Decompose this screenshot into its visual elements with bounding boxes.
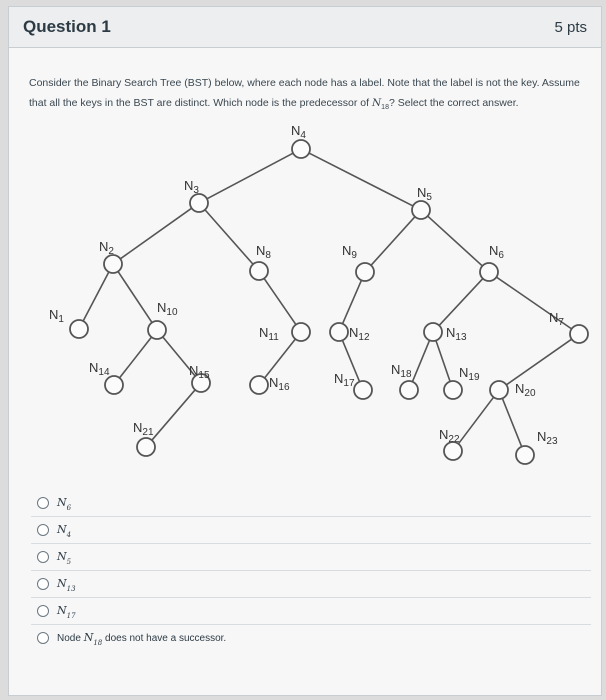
tree-node-n1 xyxy=(70,320,88,338)
tree-node-n21 xyxy=(137,438,155,456)
tree-edge xyxy=(118,271,152,322)
tree-node-n3 xyxy=(190,194,208,212)
tree-node-n14 xyxy=(105,376,123,394)
answer-label xyxy=(57,547,71,566)
tree-edge xyxy=(120,337,152,378)
tree-node-label: $N_1$ xyxy=(49,307,64,325)
tree-node-n7 xyxy=(570,325,588,343)
answer-var-sub: 4 xyxy=(66,531,72,540)
radio-button[interactable] xyxy=(37,578,49,590)
tree-edge xyxy=(309,153,413,206)
tree-node-n17 xyxy=(354,381,372,399)
radio-button[interactable] xyxy=(37,551,49,563)
tree-node-n4 xyxy=(292,140,310,158)
tree-edge xyxy=(502,398,521,446)
answer-label xyxy=(57,628,226,647)
tree-node-label: $N_{19}$ xyxy=(459,365,480,383)
tree-node-label: $N_{17}$ xyxy=(334,371,355,389)
answer-label xyxy=(57,601,76,620)
question-points: 5 pts xyxy=(554,19,587,36)
answer-option-2[interactable] xyxy=(31,517,591,544)
tree-node-label: $N_{12}$ xyxy=(349,325,370,343)
tree-node-n23 xyxy=(516,446,534,464)
tree-edge xyxy=(458,397,493,444)
tree-node-n6 xyxy=(480,263,498,281)
tree-edge xyxy=(436,341,450,382)
tree-node-label: $N_7$ xyxy=(549,310,564,328)
tree-node-label: $N_{22}$ xyxy=(439,427,460,445)
answer-suffix: does not have a successor. xyxy=(102,633,227,645)
answer-label xyxy=(57,574,76,593)
prompt-var: N xyxy=(371,97,382,109)
tree-edge xyxy=(342,340,359,381)
tree-node-label: $N_{16}$ xyxy=(269,375,290,393)
answer-var: N xyxy=(57,604,67,618)
answer-var: N xyxy=(57,523,67,537)
prompt-text-1: Consider the Binary Search Tree (BST) below, where each node has a label. Note that the label is not the key. Assume that all the keys in the BST are distinct. Which node is the predecessor of xyxy=(29,77,580,109)
answer-prefix: Node xyxy=(57,633,84,645)
answer-label xyxy=(57,493,71,512)
tree-node-n18 xyxy=(400,381,418,399)
prompt-text-2: ? Select the correct answer. xyxy=(388,97,519,109)
question-title: Question 1 xyxy=(23,17,111,36)
answer-option-3[interactable] xyxy=(31,544,591,571)
radio-button[interactable] xyxy=(37,524,49,536)
tree-edge xyxy=(120,208,191,259)
tree-node-label: $N_6$ xyxy=(489,243,504,261)
answer-list xyxy=(31,490,591,651)
answer-var: N xyxy=(83,631,94,645)
tree-edge xyxy=(439,279,483,326)
tree-node-n8 xyxy=(250,262,268,280)
tree-node-n9 xyxy=(356,263,374,281)
answer-var-sub: 6 xyxy=(66,504,72,513)
bst-diagram xyxy=(9,7,603,487)
tree-node-label: $N_4$ xyxy=(291,123,306,141)
answer-var-sub: 18 xyxy=(93,639,103,648)
answer-label xyxy=(57,520,71,539)
tree-edge xyxy=(412,340,429,381)
tree-node-n19 xyxy=(444,381,462,399)
radio-button[interactable] xyxy=(37,497,49,509)
tree-node-label: $N_5$ xyxy=(417,185,432,203)
tree-node-label: $N_{21}$ xyxy=(133,420,154,438)
answer-var-sub: 13 xyxy=(66,585,76,594)
answer-var: N xyxy=(57,496,67,510)
tree-node-n5 xyxy=(412,201,430,219)
tree-node-label: $N_{18}$ xyxy=(391,362,412,380)
answer-option-5[interactable] xyxy=(31,598,591,625)
tree-node-label: $N_{20}$ xyxy=(515,381,536,399)
answer-option-1[interactable] xyxy=(31,490,591,517)
prompt-var-sub: 18 xyxy=(381,104,389,112)
answer-var-sub: 17 xyxy=(66,612,76,621)
tree-node-label: $N_{15}$ xyxy=(189,363,210,381)
tree-edge xyxy=(83,272,109,321)
tree-node-n16 xyxy=(250,376,268,394)
tree-node-n13 xyxy=(424,323,442,341)
tree-edge xyxy=(264,278,296,324)
tree-node-label: $N_{10}$ xyxy=(157,300,178,318)
tree-node-label: $N_{23}$ xyxy=(537,429,558,447)
tree-edge xyxy=(343,280,362,323)
tree-edge xyxy=(205,210,253,265)
tree-edge xyxy=(152,390,195,440)
tree-node-label: $N_8$ xyxy=(256,243,271,261)
tree-node-n2 xyxy=(104,255,122,273)
radio-button[interactable] xyxy=(37,632,49,644)
tree-edge xyxy=(371,217,415,266)
answer-var: N xyxy=(57,577,67,591)
answer-option-4[interactable] xyxy=(31,571,591,598)
question-card xyxy=(8,6,602,696)
tree-node-n20 xyxy=(490,381,508,399)
tree-edge xyxy=(506,339,571,385)
tree-node-label: $N_{13}$ xyxy=(446,325,467,343)
tree-node-label: $N_3$ xyxy=(184,178,199,196)
tree-node-n12 xyxy=(330,323,348,341)
tree-node-label: $N_{11}$ xyxy=(259,325,279,343)
tree-edge xyxy=(428,216,483,266)
tree-node-n11 xyxy=(292,323,310,341)
tree-node-n10 xyxy=(148,321,166,339)
tree-node-label: $N_{14}$ xyxy=(89,360,110,378)
radio-button[interactable] xyxy=(37,605,49,617)
tree-node-label: $N_9$ xyxy=(342,243,357,261)
tree-edge xyxy=(207,153,293,199)
answer-var-sub: 5 xyxy=(66,558,72,567)
answer-var: N xyxy=(57,550,67,564)
answer-option-6[interactable] xyxy=(31,625,591,651)
tree-edge xyxy=(265,339,296,378)
tree-node-label: $N_2$ xyxy=(99,239,114,257)
